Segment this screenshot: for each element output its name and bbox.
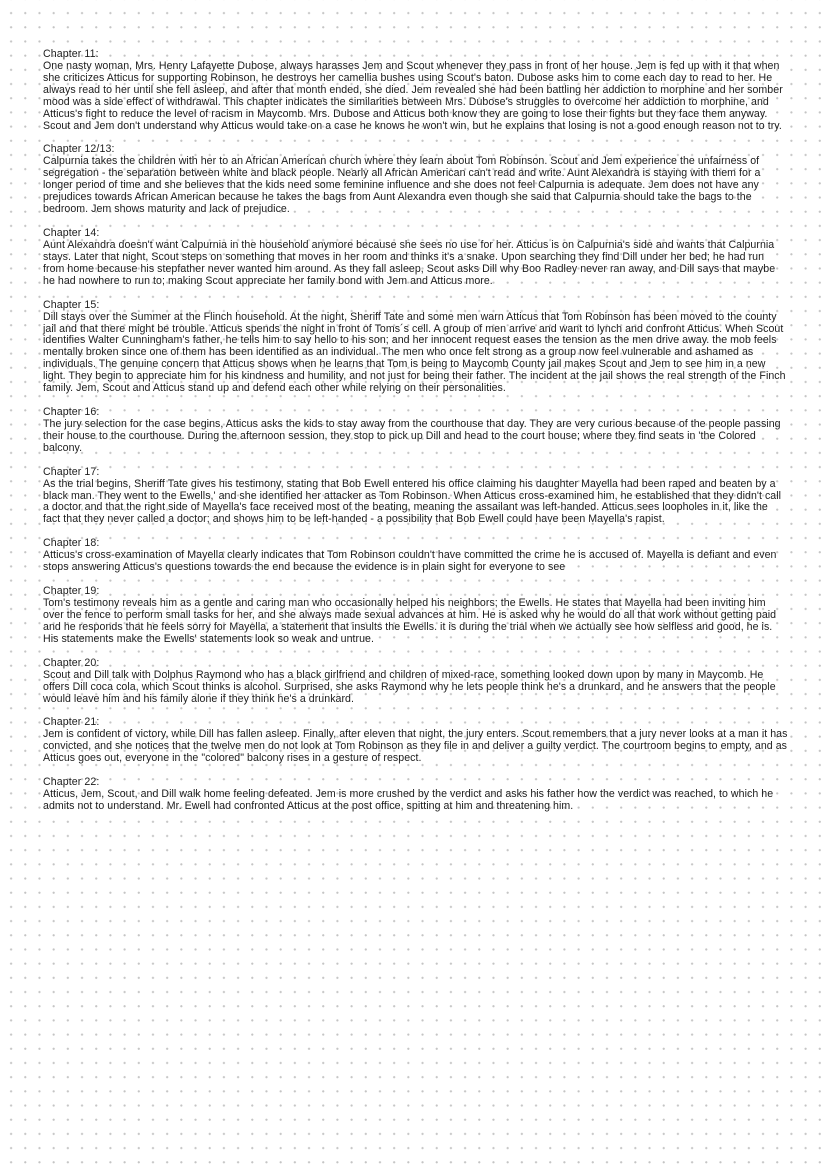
- chapter-summary: Dill stays over the Summer at the Flinch household. At the night, Sheriff Tate and some men warn Atticus that Tom Robinson has been moved to the county jail and that there might be trouble. Atticus spends the night in front of Toms´s cell. A group of men arrive and want to lynch and confront Atticus. When Scout identifies Walter Cunningham's father, he tells him to say hello to his son; and her innocent request eases the tension as the men drive away. the mob feels mentally broken since one of them has been identified as an individual. The men who once felt strong as a group now feel vulnerable and ashamed as individuals. The genuine concern that Atticus shows when he learns that Tom is being to Maycomb County jail makes Scout and Jem to see him in a new light. They begin to appreciate him for his kindness and humility, and not just for being their father. The incident at the jail shows the real strength of the Finch family. Jem, Scout and Atticus stand up and defend each other while relying on their personalities.: [43, 310, 786, 395]
- chapter-summary: The jury selection for the case begins, Atticus asks the kids to stay away from the courthouse that day. They are very curious because of the people passing their house to the courthouse. During the afternoon session, they stop to pick up Dill and head to the court house; where they find seats in 'the Colored balcony.: [43, 417, 781, 454]
- chapter-summary: Atticus, Jem, Scout, and Dill walk home feeling defeated. Jem is more crushed by the verdict and asks his father how the verdict was reached, to which he admits not to understand. Mr. Ewell had confronted Atticus at the post office, spitting at him and threatening him.: [43, 788, 774, 813]
- chapter-16-section: [43, 406, 788, 455]
- chapter-12-13-section: [43, 143, 788, 216]
- chapter-summary: One nasty woman, Mrs. Henry Lafayette Dubose, always harasses Jem and Scout whenever they pass in front of her house. Jem is fed up with it that when she criticizes Atticus for supporting Robinson, he destroys her camellia bushes using Scout's baton. Dubose asks him to come each day to read to her. He always read to her until she fell asleep, and after that month ended, she died. Jem revealed she had been battling her addiction to morphine and her somber mood was a side effect of withdrawal. This chapter indicates the similarities between Mrs. Dubose's struggles to overcome her addiction to morphine, and Atticus's fight to reduce the level of racism in Maycomb. Mrs. Dubose and Atticus both know they are going to lose their fights but they face them anyway. Scout and Jem don't understand why Atticus would take on a case he knows he won't win, but he explains that losing is not a good enough reason not to try.: [43, 60, 783, 132]
- chapter-heading: Chapter 15:: [43, 298, 100, 311]
- chapter-summary: Scout and Dill talk with Dolphus Raymond who has a black girlfriend and children of mixed-race, something looked down upon by many in Maycomb. He offers Dill coca cola, which Scout thinks is alcohol. Surprised, she asks Raymond why he lets people think he's a drunkard, and he answers that the people would leave him and his family alone if they think he's a drunkard.: [43, 668, 776, 705]
- chapter-heading: Chapter 17:: [43, 465, 100, 478]
- chapter-11-section: [43, 48, 788, 132]
- chapter-19-section: [43, 585, 788, 646]
- chapter-18-section: [43, 537, 788, 574]
- chapter-heading: Chapter 22:: [43, 776, 100, 789]
- chapter-heading: Chapter 12/13:: [43, 143, 115, 156]
- chapter-heading: Chapter 21:: [43, 716, 100, 729]
- chapter-summary: Tom's testimony reveals him as a gentle and caring man who occasionally helped his neighbors; the Ewells. He states that Mayella had been inviting him over the fence to perform small tasks for her, and she always made sexual advances at him. He is asked why he would do all that work without getting paid and he responds that he feels sorry for Mayella, a statement that insults the Ewells. it is during the trial when we actually see how selfless and good, he is. His statements make the Ewells' statements look so weak and untrue.: [43, 597, 777, 645]
- chapter-20-section: [43, 657, 788, 706]
- chapter-heading: Chapter 16:: [43, 405, 100, 418]
- chapter-21-section: [43, 716, 788, 765]
- chapter-heading: Chapter 11:: [43, 48, 99, 60]
- chapter-summary: Calpurnia takes the children with her to an African American church where they learn about Tom Robinson. Scout and Jem experience the unfairness of segregation - the separation between white and black people. Nearly all African American can't read and write. Aunt Alexandra is staying with them for a longer period of time and she believes that the kids need some feminine influence and she does not feel Calpurnia is adequate. Jem does not have any prejudices towards African American because he takes the bags from Aunt Alexandra even though she said that Calpurnia should take the bags to the bedroom. Jem shows maturity and lack of prejudice.: [43, 155, 761, 216]
- chapter-heading: Chapter 14:: [43, 226, 100, 239]
- notes-page: [43, 48, 788, 824]
- chapter-summary: Atticus's cross-examination of Mayella clearly indicates that Tom Robinson couldn't have committed the crime he is accused of. Mayella is defiant and even stops answering Atticus's questions towards the end because the evidence is in plain sight for everyone to see: [43, 549, 777, 574]
- chapter-heading: Chapter 20:: [43, 656, 100, 669]
- chapter-22-section: [43, 776, 788, 813]
- chapter-15-section: [43, 299, 788, 395]
- chapter-17-section: [43, 466, 788, 527]
- chapter-14-section: [43, 227, 788, 288]
- chapter-heading: Chapter 18:: [43, 537, 100, 550]
- chapter-heading: Chapter 19:: [43, 585, 100, 598]
- chapter-summary: As the trial begins, Sheriff Tate gives his testimony, stating that Bob Ewell entered his office claiming his daughter Mayella had been raped and beaten by a black man. They went to the Ewells,' and she identified her attacker as Tom Robinson. When Atticus cross-examined him, he established that they didn't call a doctor and that the right side of Mayella's face received most of the beating, meaning the assailant was left-handed. Atticus sees loopholes in it, like the fact that they never called a doctor; and shows him to be left-handed - a possibility that Bob Ewell could have been Mayella's rapist.: [43, 477, 782, 526]
- chapter-summary: Jem is confident of victory, while Dill has fallen asleep. Finally, after eleven that night, the jury enters. Scout remembers that a jury never looks at a man it has convicted, and she notices that the twelve men do not look at Tom Robinson as they file in and deliver a guilty verdict. The courtroom begins to empty, and as Atticus goes out, everyone in the "colored" balcony rises in a gesture of respect.: [43, 728, 788, 765]
- chapter-summary: Aunt Alexandra doesn't want Calpurnia in the household anymore because she sees no use for her. Atticus is on Calpurnia's side and wants that Calpurnia stays. Later that night, Scout steps on something that moves in her room and thinks it's a snake. Upon searching they find Dill under her bed; he had run from home because his stepfather never wanted him around. As they fall asleep, Scout asks Dill why Boo Radley never ran away, and Dill says that maybe he had nowhere to run to; making Scout appreciate her family bond with Jem and Atticus more.: [43, 238, 776, 287]
